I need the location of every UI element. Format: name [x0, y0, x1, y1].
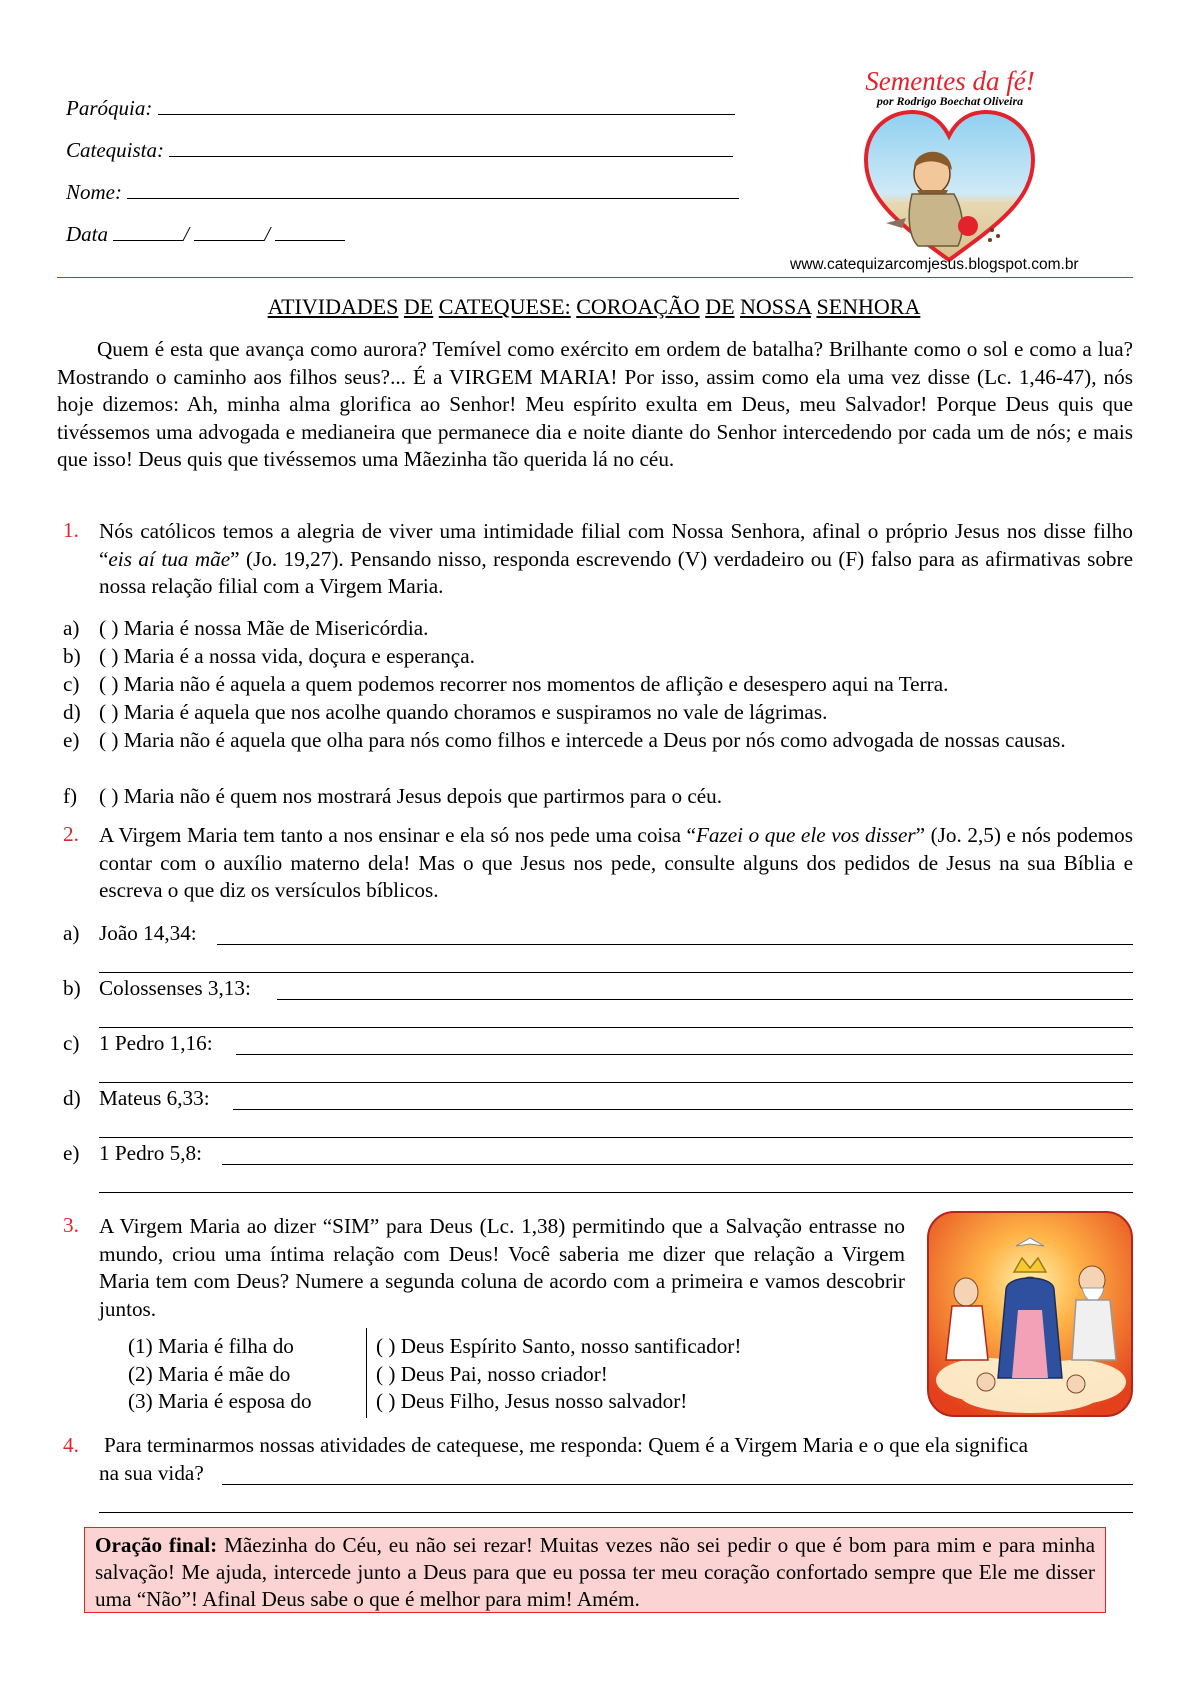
- catechist-field[interactable]: [66, 138, 733, 163]
- answer-line[interactable]: [217, 944, 1133, 945]
- option-text: ( ) Maria é nossa Mãe de Misericórdia.: [99, 616, 429, 640]
- question-4-text: Para terminarmos nossas atividades de catequese, me responda: Quem é a Virgem Maria e o que ela significa: [104, 1433, 1028, 1457]
- catechist-label: Catequista:: [66, 138, 164, 162]
- name-label: Nome:: [66, 180, 122, 204]
- answer-line[interactable]: [99, 1027, 1133, 1028]
- answer-line[interactable]: [222, 1484, 1133, 1485]
- prayer-label: Oração final:: [95, 1533, 218, 1557]
- date-label: Data: [66, 222, 108, 246]
- title-word: DE: [403, 294, 434, 319]
- answer-line[interactable]: [99, 1082, 1133, 1083]
- parish-label: Paróquia:: [66, 96, 153, 120]
- option-letter: a): [63, 616, 80, 640]
- question-4-number: 4.: [63, 1433, 79, 1457]
- verse-row: [63, 1086, 210, 1111]
- final-prayer-box: [84, 1527, 1106, 1613]
- question-2-number: 2.: [63, 822, 79, 846]
- q1-option[interactable]: [63, 783, 722, 811]
- option-letter: d): [63, 700, 81, 724]
- q1-option[interactable]: [63, 671, 948, 699]
- question-2-text: [99, 822, 1133, 905]
- option-text: ( ) Maria não é aquela que olha para nós como filhos e intercede a Deus por nós como advogada de nossas causas.: [99, 728, 1066, 752]
- answer-line[interactable]: [99, 1512, 1133, 1513]
- verse-row: [63, 1031, 213, 1056]
- verse-ref: 1 Pedro 1,16:: [99, 1031, 213, 1055]
- logo-subtitle: por Rodrigo Boechat Oliveira: [876, 94, 1024, 108]
- q2-text-part: A Virgem Maria tem tanto a nos ensinar e ela só nos pede uma coisa “: [99, 823, 696, 847]
- q1-option[interactable]: [63, 699, 827, 727]
- option-letter: b): [63, 644, 81, 668]
- q1-option[interactable]: [63, 727, 1133, 755]
- match-right-column: [376, 1333, 741, 1416]
- title-word: SENHORA: [816, 294, 921, 319]
- question-3-number: 3.: [63, 1213, 79, 1237]
- option-letter: c): [63, 672, 80, 696]
- option-text: ( ) Maria é a nossa vida, doçura e esperança.: [99, 644, 475, 668]
- answer-line[interactable]: [99, 1137, 1133, 1138]
- verse-letter: b): [63, 976, 81, 1000]
- verse-row: [63, 921, 197, 946]
- question-1-text: [99, 518, 1133, 601]
- q2-quote: Fazei o que ele vos disser: [695, 823, 916, 847]
- sower-heart-logo: [862, 108, 1037, 268]
- answer-line[interactable]: [236, 1054, 1133, 1055]
- coronation-illustration: [926, 1210, 1134, 1418]
- catechist-input-line[interactable]: [169, 138, 733, 157]
- answer-line[interactable]: [99, 1192, 1133, 1193]
- match-left-item: (2) Maria é mãe do: [128, 1361, 291, 1386]
- match-divider: [366, 1328, 367, 1418]
- match-right-item[interactable]: ( ) Deus Filho, Jesus nosso salvador!: [376, 1389, 688, 1414]
- verse-ref: 1 Pedro 5,8:: [99, 1141, 202, 1165]
- date-day-line[interactable]: [113, 222, 183, 241]
- parish-field[interactable]: [66, 96, 735, 121]
- option-letter: e): [63, 728, 80, 752]
- verse-letter: a): [63, 921, 80, 945]
- date-field[interactable]: [66, 222, 345, 247]
- q2-text-part: ” (Jo. 2,5) e nós podemos contar com o auxílio materno dela! Mas o que Jesus nos pede, consulte alguns dos pedidos de Jesus na sua Bíblia e escreva o que diz os versículos bíblicos.: [99, 823, 1133, 903]
- page-title: [0, 294, 1188, 320]
- header-divider: [57, 277, 1133, 278]
- title-word: NOSSA: [740, 294, 811, 319]
- verse-ref: Mateus 6,33:: [99, 1086, 210, 1110]
- answer-line[interactable]: [222, 1164, 1133, 1165]
- q1-quote: eis aí tua mãe: [108, 546, 231, 571]
- verse-ref: Colossenses 3,13:: [99, 976, 251, 1000]
- date-separator: /: [183, 222, 190, 246]
- question-3-text: A Virgem Maria ao dizer “SIM” para Deus (Lc. 1,38) permitindo que a Salvação entrasse no mundo, criou uma íntima relação com Deus! Você saberia me dizer que relação a Virgem Maria tem com Deus? Numere a segunda coluna de acordo com a primeira e vamos descobrir juntos.: [99, 1214, 905, 1321]
- title-word: CATEQUESE:: [438, 294, 571, 319]
- q1-text-part: ” (Jo. 19,27). Pensando nisso, responda escrevendo (V) verdadeiro ou (F) falso para as afirmativas sobre nossa relação filial com a Virgem Maria.: [99, 546, 1133, 599]
- answer-line[interactable]: [99, 972, 1133, 973]
- title-word: COROAÇÃO: [576, 294, 700, 319]
- option-letter: f): [63, 784, 78, 808]
- name-input-line[interactable]: [127, 180, 739, 199]
- question-1-number: 1.: [63, 518, 79, 542]
- prayer-text: Mãezinha do Céu, eu não sei rezar! Muitas vezes não sei pedir o que é bom para mim e para minha salvação! Me ajuda, intercede junto a Deus para que eu possa ter meu coração confortado sempre que Ele me disser uma “Não”! Afinal Deus sabe o que é melhor para mim! Amém.: [95, 1533, 1095, 1611]
- q1-option[interactable]: [63, 643, 475, 671]
- name-field[interactable]: [66, 180, 739, 205]
- match-right-item[interactable]: ( ) Deus Espírito Santo, nosso santificador!: [376, 1334, 742, 1358]
- match-right-item[interactable]: ( ) Deus Pai, nosso criador!: [376, 1361, 608, 1386]
- answer-line[interactable]: [233, 1109, 1133, 1110]
- verse-letter: e): [63, 1141, 80, 1165]
- question-4-text: na sua vida?: [99, 1461, 204, 1485]
- option-text: ( ) Maria não é quem nos mostrará Jesus depois que partirmos para o céu.: [99, 784, 723, 808]
- verse-row: [63, 1141, 202, 1166]
- q1-option[interactable]: [63, 615, 428, 643]
- title-word: DE: [705, 294, 735, 319]
- website-url: www.catequizarcomjesus.blogspot.com.br: [790, 256, 1079, 273]
- verse-letter: c): [63, 1031, 80, 1055]
- date-separator: /: [264, 222, 271, 246]
- logo-title: Sementes da fé!: [865, 66, 1035, 96]
- answer-line[interactable]: [277, 999, 1133, 1000]
- parish-input-line[interactable]: [158, 96, 735, 115]
- verse-letter: d): [63, 1086, 81, 1110]
- match-left-item: (3) Maria é esposa do: [128, 1389, 312, 1414]
- date-month-line[interactable]: [194, 222, 264, 241]
- title-word: ATIVIDADES: [267, 294, 399, 319]
- verse-row: [63, 976, 251, 1001]
- match-left-item: (1) Maria é filha do: [128, 1334, 294, 1358]
- date-year-line[interactable]: [275, 222, 345, 241]
- q1-text-part: Nós católicos temos a alegria de viver uma intimidade filial com Nossa Senhora, afinal o próprio Jesus nos disse filho “: [99, 519, 1133, 571]
- option-text: ( ) Maria não é aquela a quem podemos recorrer nos momentos de aflição e desespero aqui na Terra.: [99, 672, 949, 696]
- match-left-column: [128, 1333, 312, 1416]
- verse-ref: João 14,34:: [99, 921, 197, 945]
- intro-paragraph: Quem é esta que avança como aurora? Temível como exército em ordem de batalha? Brilhante como o sol e como a lua? Mostrando o caminho aos filhos seus?... É a VIRGEM MARIA! Por isso, assim como ela uma vez disse (Lc. 1,46-47), nós hoje dizemos: Ah, minha alma glorifica ao Senhor! Meu espírito exulta em Deus, meu Salvador! Porque Deus quis que tivéssemos uma advogada e medianeira que permanece dia e noite diante do Senhor intercedendo por cada um de nós; e mais que isso! Deus quis que tivéssemos uma Mãezinha tão querida lá no céu.: [57, 337, 1133, 472]
- option-text: ( ) Maria é aquela que nos acolhe quando choramos e suspiramos no vale de lágrimas.: [99, 700, 828, 724]
